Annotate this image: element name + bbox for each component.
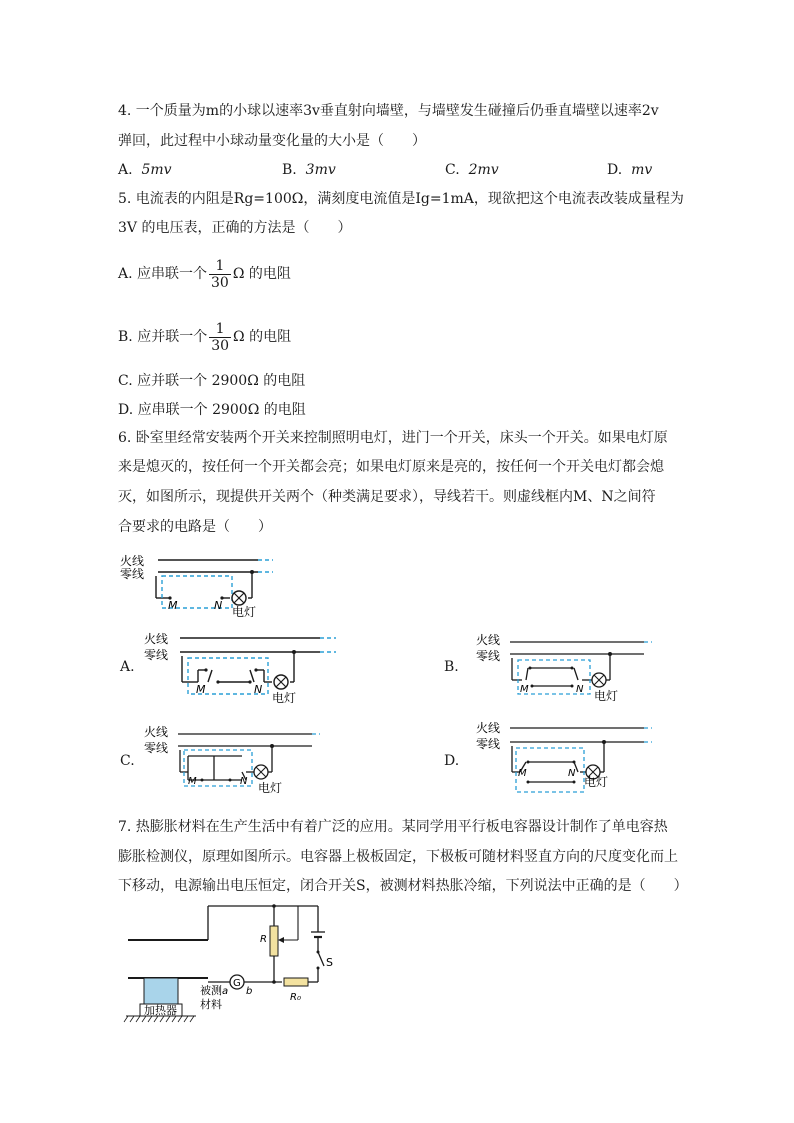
q5-option-a-fraction <box>209 258 231 291</box>
q5-option-a <box>118 256 291 292</box>
q6-d-lamp-label: 电灯 <box>584 775 609 789</box>
q6-line3: 灭，如图所示，现提供开关两个（种类满足要求），导线若干。则虚线框内M、N之间符 <box>118 489 656 505</box>
q4-option-d-letter: D. <box>607 162 623 178</box>
q5-option-a-suffix: Ω 的电阻 <box>232 266 291 282</box>
q4-option-b-letter: B. <box>282 162 297 178</box>
q6-option-c-circuit <box>142 722 322 798</box>
q6-a-m-label: M <box>196 683 206 696</box>
q4-option-a-text: 5mv <box>141 162 172 178</box>
q6-d-n-label: N <box>568 768 576 779</box>
q7-heater-label: 加热器 <box>144 1004 177 1017</box>
q6-option-b-letter: B. <box>444 659 459 675</box>
q6-a-neutral-label: 零线 <box>144 648 169 662</box>
q6-c-n-label: N <box>240 776 248 787</box>
q7-material-label-1: 被测 <box>200 984 222 997</box>
q6-main-live-label: 火线 <box>120 554 145 568</box>
q6-b-n-label: N <box>576 684 584 695</box>
q6-main-circuit <box>118 548 288 620</box>
q6-b-live-label: 火线 <box>476 633 501 647</box>
q4-option-d <box>607 160 652 180</box>
q6-b-neutral-label: 零线 <box>476 649 501 663</box>
q6-b-m-label: M <box>520 684 529 695</box>
q4-option-c-text: 2mv <box>468 162 499 178</box>
q6-d-m-label: M <box>518 768 527 779</box>
q6-a-n-label: N <box>254 683 263 696</box>
q5-option-c: C. 应并联一个 2900Ω 的电阻 <box>118 373 306 389</box>
q6-c-neutral-label: 零线 <box>144 741 169 755</box>
q6-main-n-label: N <box>214 599 223 612</box>
q7-point-b: b <box>246 986 253 997</box>
q4-option-c <box>445 160 499 180</box>
q7-line2: 膨胀检测仪，原理如图所示。电容器上极板固定，下极板可随材料竖直方向的尺度变化而上 <box>118 849 678 865</box>
q4-line1: 4. 一个质量为m的小球以速率3v垂直射向墙壁，与墙壁发生碰撞后仍垂直墙壁以速率2v <box>118 103 659 119</box>
q4-line2: 弹回，此过程中小球动量变化量的大小是（ ） <box>118 133 426 149</box>
q6-d-neutral-label: 零线 <box>476 737 501 751</box>
q7-line3: 下移动，电源输出电压恒定，闭合开关S，被测材料热胀冷缩，下列说法中正确的是（ ） <box>118 878 688 894</box>
q7-switch-label: S <box>326 956 333 969</box>
q5-line1: 5. 电流表的内阻是Rg=100Ω，满刻度电流值是Ig=1mA，现欲把这个电流表改装成量程为 <box>118 191 684 207</box>
q6-option-a-letter: A. <box>120 659 135 675</box>
q4-option-b-text: 3mv <box>305 162 336 178</box>
q6-b-lamp-label: 电灯 <box>594 689 619 703</box>
q5-option-b-prefix: B. 应并联一个 <box>118 329 208 345</box>
q4-option-a-letter: A. <box>118 162 133 178</box>
q7-line1: 7. 热膨胀材料在生产生活中有着广泛的应用。某同学用平行板电容器设计制作了单电容热 <box>118 819 668 835</box>
fraction-denominator: 30 <box>211 274 229 291</box>
q6-main-lamp-label: 电灯 <box>232 605 257 619</box>
q6-option-b-circuit <box>474 630 654 706</box>
q6-main-m-label: M <box>168 599 178 612</box>
q6-line4: 合要求的电路是（ ） <box>118 519 272 535</box>
q6-main-neutral-label: 零线 <box>120 567 145 581</box>
q6-d-live-label: 火线 <box>476 721 501 735</box>
q6-option-d-circuit <box>474 716 654 800</box>
q6-c-lamp-label: 电灯 <box>258 781 283 795</box>
q7-resistor-r-label: R <box>260 934 267 945</box>
q7-resistor-r0-label: R₀ <box>290 992 301 1003</box>
q6-c-m-label: M <box>188 776 197 787</box>
q7-galvanometer-label: G <box>233 978 241 989</box>
q4-option-c-letter: C. <box>445 162 460 178</box>
q5-option-d: D. 应串联一个 2900Ω 的电阻 <box>118 402 306 418</box>
q6-a-lamp-label: 电灯 <box>272 691 297 705</box>
q4-option-a <box>118 160 172 180</box>
q7-material-label-2: 材料 <box>200 998 222 1011</box>
q7-point-a: a <box>222 986 229 997</box>
q6-line1: 6. 卧室里经常安装两个开关来控制照明电灯，进门一个开关，床头一个开关。如果电灯原 <box>118 430 668 446</box>
q6-a-live-label: 火线 <box>144 632 169 646</box>
fraction-numerator: 1 <box>209 321 231 338</box>
q5-option-b <box>118 319 291 355</box>
q4-option-d-text: mv <box>631 162 653 178</box>
q6-c-live-label: 火线 <box>144 725 169 739</box>
q6-option-d-letter: D. <box>444 753 460 769</box>
q6-line2: 来是熄灭的，按任何一个开关都会亮；如果电灯原来是亮的，按任何一个开关电灯都会熄 <box>118 459 664 475</box>
q7-thermal-circuit <box>122 900 342 1024</box>
q5-option-b-fraction <box>209 321 231 354</box>
fraction-denominator: 30 <box>211 337 230 354</box>
fraction-numerator: 1 <box>209 258 231 275</box>
q6-option-a-circuit <box>142 626 342 706</box>
q6-option-c-letter: C. <box>120 753 135 769</box>
q4-option-b <box>282 160 336 180</box>
q5-line2: 3V 的电压表，正确的方法是（ ） <box>118 220 352 236</box>
q5-option-b-suffix: Ω 的电阻 <box>233 329 292 345</box>
q5-option-a-prefix: A. 应串联一个 <box>118 266 208 282</box>
